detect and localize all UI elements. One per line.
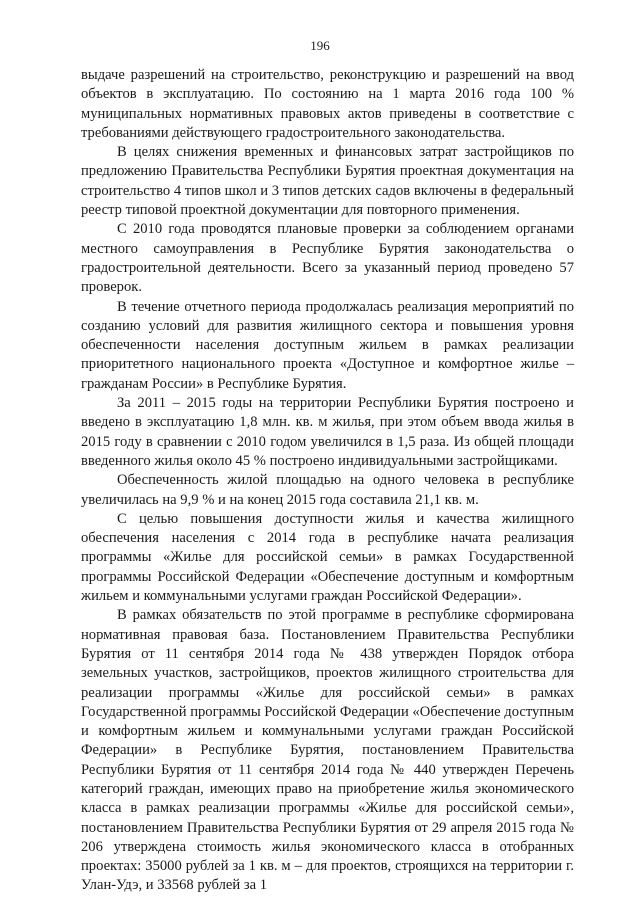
- paragraph-regulatory-framework: В рамках обязательств по этой программе в республике сформирована нормативная правовая база. Постановлением Правительства Республики Бурятия от 11 сентября 2014 года № 438 утвержден Порядок отбора земельных участков, застройщиков, проектов жилищного строительства для реализации программы «Жилье для российской семьи» в рамках Государственной программы Российской Федерации «Обеспечение доступным и комфортным жильем и коммунальными услугами граждан Российской Федерации» в Республике Бурятия, постановлением Правительства Республики Бурятия от 11 сентября 2014 года № 440 утвержден Перечень категорий граждан, имеющих право на приобретение жилья экономического класса в рамках реализации программы «Жилье для российской семьи», постановлением Правительства Республики Бурятия от 29 апреля 2015 года № 206 утверждена стоимость жилья экономического класса в отобранных проектах: 35000 рублей за 1 кв. м – для проектов, строящихся на территории г. Улан-Удэ, и 33568 рублей за 1: [81, 607, 574, 894]
- paragraph-housing-project: В течение отчетного периода продолжалась реализация мероприятий по созданию условий для развития жилищного сектора и повышения уровня обеспеченности населения доступным жильем в рамках реализации приоритетного национального проекта «Доступное и комфортное жилье – гражданам России» в Республике Бурятия.: [81, 298, 574, 392]
- paragraph-living-space-per-person: Обеспеченность жилой площадью на одного человека в республике увеличилась на 9,9 % и на конец 2015 года составила 21,1 кв. м.: [81, 472, 574, 508]
- paragraph-typical-design-docs: В целях снижения временных и финансовых затрат застройщиков по предложению Правительства Республики Бурятия проектная документация на строительство 4 типов школ и 3 типов детских садов включены в федеральный реестр типовой проектной документации для повторного применения.: [81, 144, 574, 219]
- paragraph-permits-continuation: выдаче разрешений на строительство, реконструкцию и разрешений на ввод объектов в эксплуатацию. По состоянию на 1 марта 2016 года 100 % муниципальных нормативных правовых актов приведены в соответствие с требованиями действующего градостроительного законодательства.: [81, 67, 574, 141]
- paragraph-housing-construction-stats: За 2011 – 2015 годы на территории Республики Бурятия построено и введено в эксплуатацию 1,8 млн. кв. м жилья, при этом объем ввода жилья в 2015 году в сравнении с 2010 годом увеличился в 1,5 раза. Из общей площади введенного жилья около 45 % построено индивидуальными застройщиками.: [81, 395, 574, 469]
- page-number: 196: [310, 38, 330, 53]
- document-body: [81, 66, 574, 896]
- paragraph-family-housing-program: С целью повышения доступности жилья и качества жилищного обеспечения населения с 2014 года в республике начата реализация программы «Жилье для российской семьи» в рамках Государственной программы Российской Федерации «Обеспечение доступным и комфортным жильем и коммунальными услугами граждан Российской Федерации».: [81, 510, 574, 605]
- paragraph-planned-inspections: С 2010 года проводятся плановые проверки за соблюдением органами местного самоуправления в Республике Бурятия законодательства о градостроительной деятельности. Всего за указанный период проведено 57 проверок.: [81, 221, 574, 296]
